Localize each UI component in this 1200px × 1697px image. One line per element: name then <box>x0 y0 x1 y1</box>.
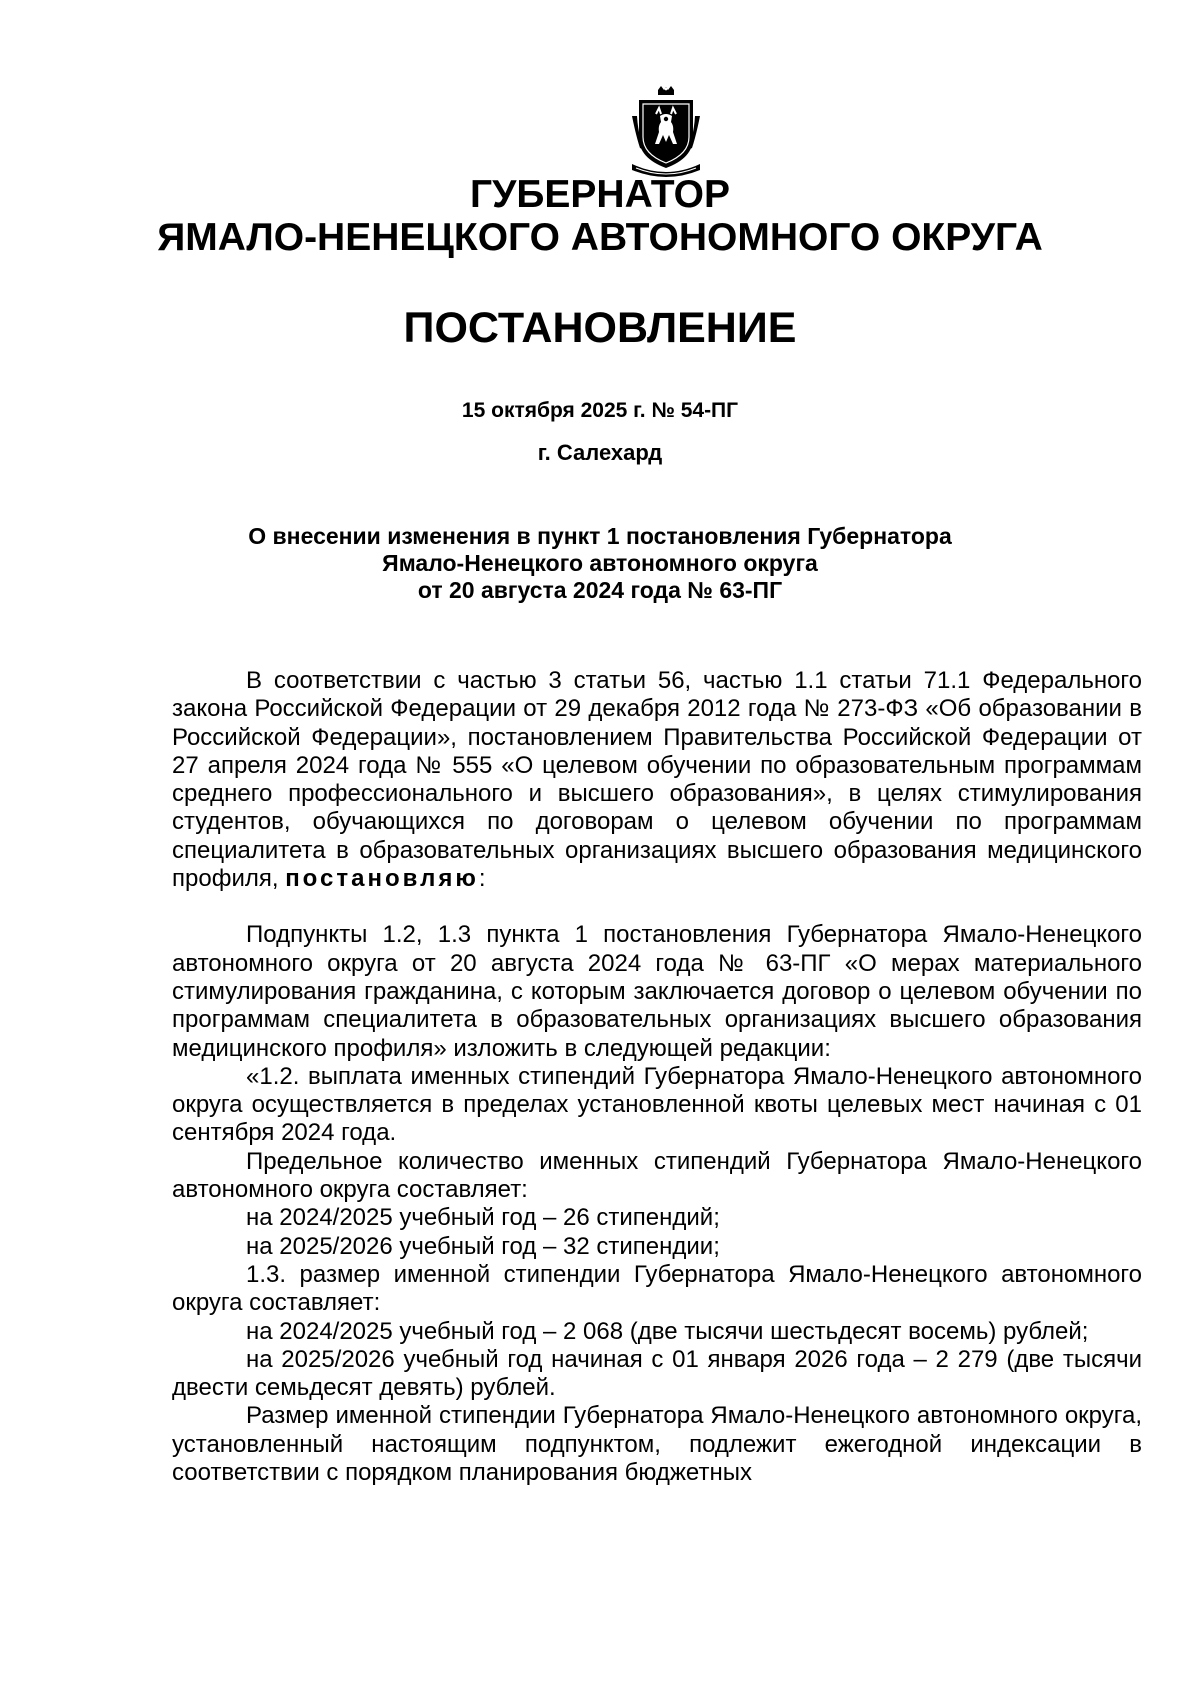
document-subject <box>172 523 1028 604</box>
authority-region: ЯМАЛО-НЕНЕЦКОГО АВТОНОМНОГО ОКРУГА <box>157 216 1043 259</box>
subject-line: от 20 августа 2024 года № 63-ПГ <box>417 577 783 603</box>
preamble-paragraph <box>172 667 1142 893</box>
document-body <box>172 667 1142 1487</box>
body-paragraph: на 2025/2026 учебный год – 32 стипендии; <box>246 1232 720 1260</box>
body-paragraph: Предельное количество именных стипендий Губернатора Ямало-Ненецкого автономного округа составляет: <box>172 1147 1142 1204</box>
preamble-text: В соответствии с частью 3 статьи 56, частью 1.1 статьи 71.1 Федерального закона Российской Федерации от 29 декабря 2012 года № 273-ФЗ «Об образовании в Российской Федерации», постановлением Правительства Российской Федерации от 27 апреля 2024 года № 555 «О целевом обучении по образовательным программам среднего профессионального и высшего образования», в целях стимулирования студентов, обучающихся по договорам о целевом обучении по программам специалитета в образовательных организациях высшего образования медицинского профиля, <box>172 667 1142 893</box>
body-paragraph: на 2024/2025 учебный год – 26 стипендий; <box>246 1204 720 1232</box>
subject-line: О внесении изменения в пункт 1 постановления Губернатора <box>248 523 952 549</box>
authority-title: ГУБЕРНАТОР <box>469 173 730 216</box>
preamble-end: : <box>478 865 486 893</box>
body-paragraph: Подпункты 1.2, 1.3 пункта 1 постановления Губернатора Ямало-Ненецкого автономного округа от 20 августа 2024 года № 63-ПГ «О мерах материального стимулирования гражданина, с которым заключается договор о целевом обучении по программам специалитета в образовательных организациях высшего образования медицинского профиля» изложить в следующей редакции: <box>172 921 1142 1062</box>
body-paragraph: Размер именной стипендии Губернатора Ямало-Ненецкого автономного округа, установленный настоящим подпунктом, подлежит ежегодной индексации в соответствии с порядком планирования бюджетных <box>172 1402 1142 1487</box>
subject-line: Ямало-Ненецкого автономного округа <box>382 550 818 576</box>
coat-of-arms-icon <box>628 86 704 178</box>
body-paragraph: на 2025/2026 учебный год начиная с 01 января 2026 года – 2 279 (две тысячи двести семьдесят девять) рублей. <box>172 1345 1142 1402</box>
decision-word: постановляю <box>285 865 479 893</box>
document-type: ПОСТАНОВЛЕНИЕ <box>403 304 797 352</box>
body-paragraph: «1.2. выплата именных стипендий Губернатора Ямало-Ненецкого автономного округа осуществляется в пределах установленной квоты целевых мест начиная с 01 сентября 2024 года. <box>172 1062 1142 1147</box>
document-date-number: 15 октября 2025 г. № 54-ПГ <box>461 399 739 422</box>
document-city: г. Салехард <box>537 440 663 465</box>
paragraph-gap <box>172 893 1142 921</box>
body-paragraph: 1.3. размер именной стипендии Губернатора Ямало-Ненецкого автономного округа составляет: <box>172 1260 1142 1317</box>
body-paragraph: на 2024/2025 учебный год – 2 068 (две тысячи шестьдесят восемь) рублей; <box>246 1317 1089 1345</box>
